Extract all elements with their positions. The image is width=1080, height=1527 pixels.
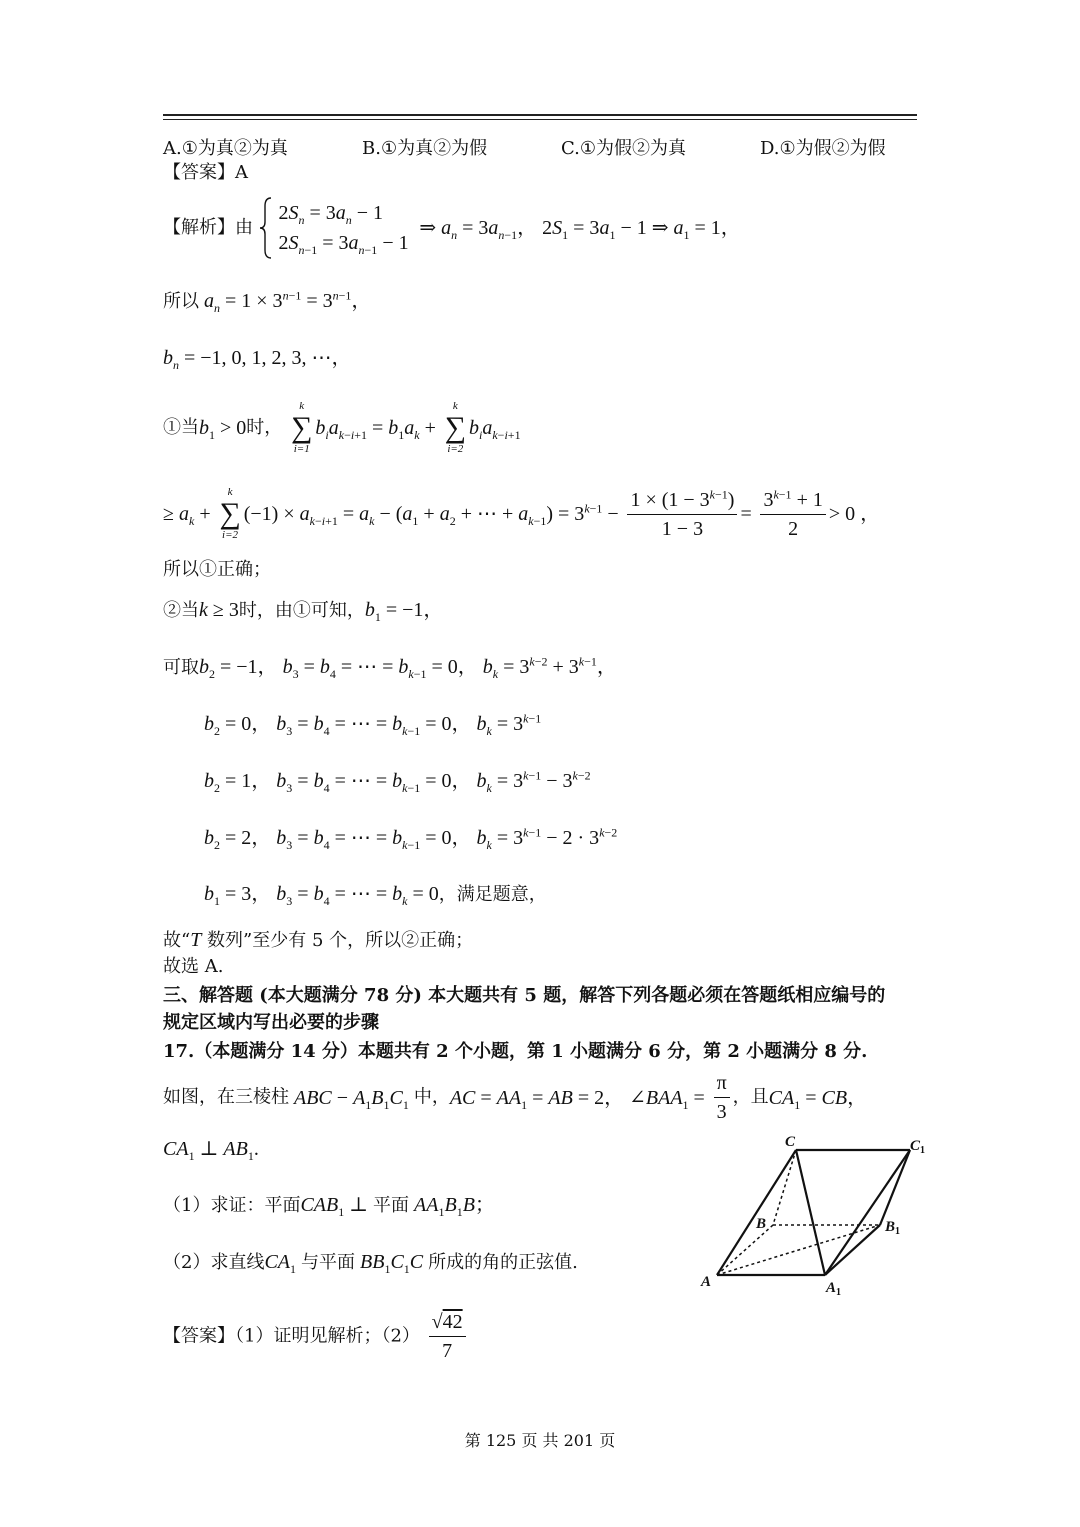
case1-line: ①当$b_1 > 0$时， k ∑ i=1 $b_ia_{k-i+1} = b_1a_k$ + k ∑ i=2 $b_ia_{k-i+1}$ bbox=[163, 400, 521, 455]
label-b1: $B_1$ bbox=[885, 1219, 901, 1237]
case1-conclusion: 所以①正确； bbox=[163, 559, 271, 580]
analysis-label: 【解析】 bbox=[163, 217, 235, 238]
q17-header: 17.（本题满分 14 分）本题共有 2 个小题，第 1 小题满分 6 分，第 2 小题满分 8 分. bbox=[163, 1041, 868, 1062]
q17-part1: （1）求证：平面$CAB_1$ ⊥ 平面 $AA_1B_1B$； bbox=[163, 1194, 495, 1219]
answer-fraction: $\frac{√42}{7}$ bbox=[429, 1310, 466, 1363]
page-footer: 第 125 页 共 201 页 bbox=[464, 1431, 616, 1450]
analysis-line-1: 【解析】由 $2S_n = 3a_n - 1$ $2S_{n-1} = 3a_{n-1} - 1$ ⇒ $a_n = 3a_{n-1}$， $2S_1 = 3a_1 - 1$ ⇒ $a_1 = 1$， bbox=[163, 196, 741, 260]
q17-stem: 如图，在三棱柱 ABC − $A_1B_1C_1$ 中，AC = $AA_1$ = AB = 2， $\angle BAA_1$ = $\frac{\pi}{3}$ ，且$CA_1$ = CB， bbox=[163, 1072, 868, 1123]
section3-heading-line2: 规定区域内写出必要的步骤 bbox=[163, 1012, 379, 1033]
option-c: C.①为假②为真 bbox=[561, 138, 686, 159]
option-d: D.①为假②为假 bbox=[760, 138, 886, 159]
label-b: B bbox=[756, 1216, 767, 1232]
q17-answer: 【答案】（1）证明见解析；（2） $\frac{√42}{7}$ bbox=[163, 1310, 469, 1363]
equation-system: $2S_n = 3a_n - 1$ $2S_{n-1} = 3a_{n-1} - 1$ bbox=[278, 202, 409, 257]
label-a1: $A_1$ bbox=[826, 1280, 842, 1298]
header-rule bbox=[163, 114, 917, 116]
sum-symbol: k ∑ i=1 bbox=[291, 400, 313, 455]
final-choice: 故选 A. bbox=[163, 956, 224, 977]
edge-ca bbox=[717, 1150, 796, 1275]
hidden-ab1 bbox=[717, 1225, 880, 1275]
section3-heading-line1: 三、解答题 (本大题满分 78 分) 本大题共有 5 题，解答下列各题必须在答题纸相应编号的 bbox=[163, 985, 886, 1006]
analysis-line-2: 所以 $a_n = 1 \times 3^{n-1} = 3^{n-1}$， bbox=[163, 288, 372, 315]
case2-choice-3: $b_2 = 2$， $b_3 = b_4$ = ⋯ = $b_{k-1} = 0$， $b_k = 3^{k-1} - 2 \cdot 3^{k-2}$ bbox=[204, 825, 618, 852]
prev-answer: 【答案】A bbox=[163, 162, 248, 183]
option-b: B.①为真②为假 bbox=[362, 138, 488, 159]
case1-inequality: ≥ $a_k$ + k ∑ i=2 $(-1) \times a_{k-i+1} = a_k - (a_1 + a_2$ + ⋯ + $a_{k-1}) = 3^{k-1}$ − $\frac{1 \times (1 - 3^{k-1})}{1 - 3}$ = $\frac{3^{k-1} + 1}{2}$ > 0 ， bbox=[163, 486, 881, 541]
edge-ca1 bbox=[796, 1150, 825, 1275]
case2-conclusion: 故“T 数列”至少有 5 个，所以②正确； bbox=[163, 929, 474, 951]
edge-a1b1 bbox=[825, 1225, 880, 1275]
analysis-line-3: $b_n = -1$, 0, 1, 2, 3, ⋯， bbox=[163, 347, 352, 372]
case2-choice-0: 可取$b_2 = -1$， $b_3 = b_4$ = ⋯ = $b_{k-1} = 0$， $b_k = 3^{k-2} + 3^{k-1}$， bbox=[163, 654, 617, 681]
header-rule-thin bbox=[163, 119, 917, 120]
label-c1: $C_1$ bbox=[910, 1138, 926, 1156]
prism-figure bbox=[696, 1128, 936, 1298]
left-brace bbox=[259, 196, 273, 260]
case2-choice-1: $b_2 = 0$， $b_3 = b_4$ = ⋯ = $b_{k-1} = 0$， $b_k = 3^{k-1}$ bbox=[204, 711, 542, 738]
q17-part2: （2）求直线$CA_1$ 与平面 $BB_1C_1C$ 所成的角的正弦值. bbox=[163, 1251, 578, 1276]
edge-c1a1 bbox=[825, 1150, 910, 1275]
case2-line: ②当k ≥ 3时，由①可知，$b_1 = -1$， bbox=[163, 599, 444, 624]
case2-choice-2: $b_2 = 1$， $b_3 = b_4$ = ⋯ = $b_{k-1} = 0$， $b_k = 3^{k-1} - 3^{k-2}$ bbox=[204, 768, 591, 795]
option-a: A.①为真②为真 bbox=[163, 138, 288, 159]
q17-stem-cont: $CA_1$ ⊥ $AB_1$. bbox=[163, 1138, 259, 1163]
label-c: C bbox=[785, 1134, 796, 1150]
analysis-you: 由 bbox=[235, 217, 253, 238]
sum-symbol: k ∑ i=2 bbox=[444, 400, 466, 455]
case2-choice-4: $b_1 = 3$， $b_3 = b_4$ = ⋯ = $b_k = 0$，满足题意， bbox=[204, 883, 547, 908]
hidden-cb bbox=[773, 1150, 796, 1225]
label-a: A bbox=[701, 1274, 712, 1290]
